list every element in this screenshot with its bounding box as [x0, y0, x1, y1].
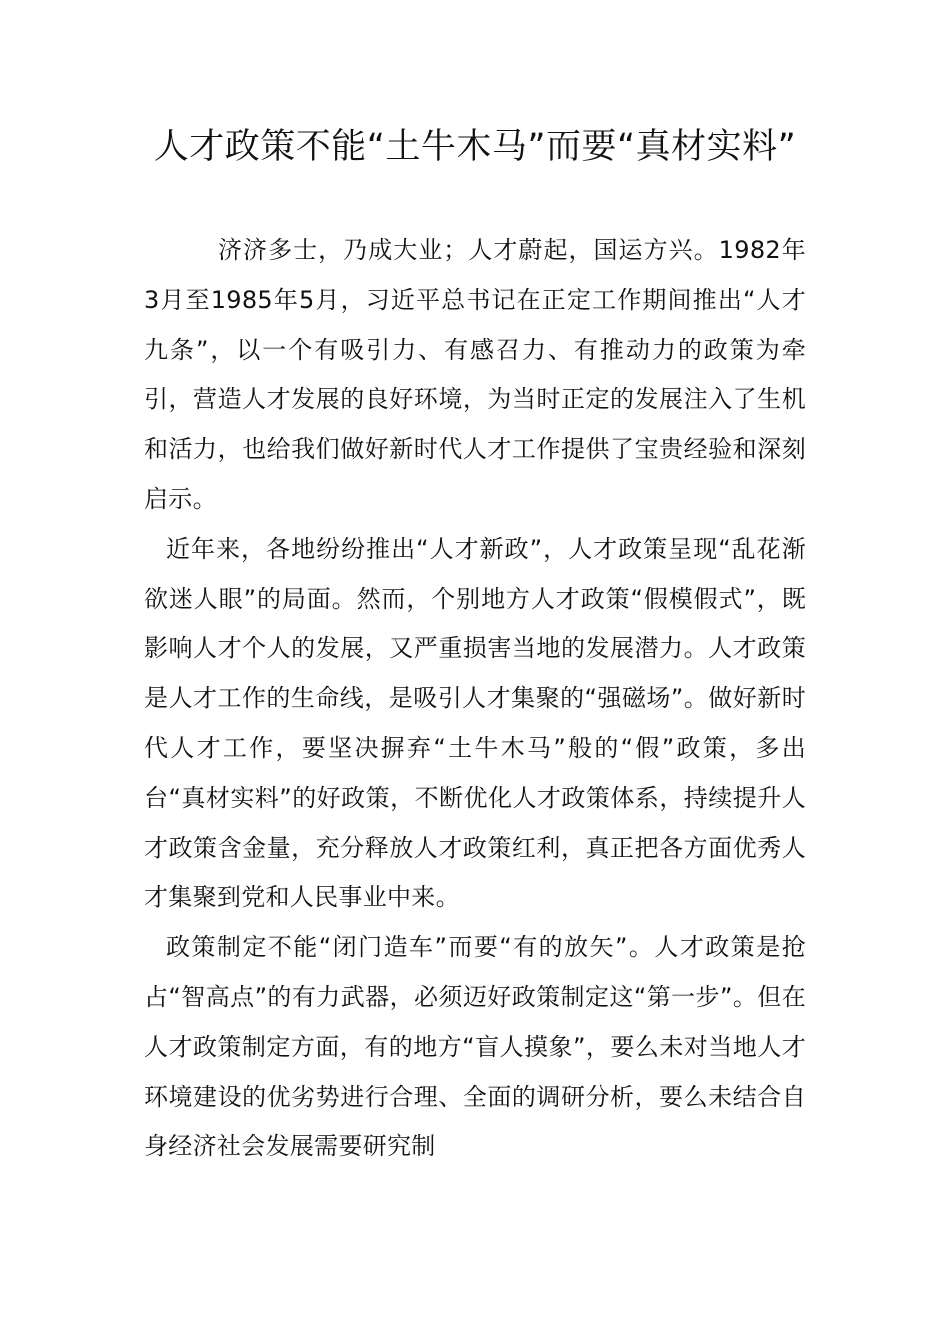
document-body [144, 226, 806, 1172]
paragraph-3: 政策制定不能“闭门造车”而要“有的放矢”。人才政策是抢占“智高点”的有力武器，必须迈好政策制定这“第一步”。但在人才政策制定方面，有的地方“盲人摸象”，要么未对当地人才环境建设的优劣势进行合理、全面的调研分析，要么未结合自身经济社会发展需要研究制 [144, 933, 806, 1161]
paragraph-2: 近年来，各地纷纷推出“人才新政”，人才政策呈现“乱花渐欲迷人眼”的局面。然而，个别地方人才政策“假模假式”，既影响人才个人的发展，又严重损害当地的发展潜力。人才政策是人才工作的生命线，是吸引人才集聚的“强磁场”。做好新时代人才工作，要坚决摒弃“土牛木马”般的“假”政策，多出台“真材实料”的好政策，不断优化人才政策体系，持续提升人才政策含金量，充分释放人才政策红利，真正把各方面优秀人才集聚到党和人民事业中来。 [144, 534, 806, 912]
document-title: 人才政策不能“土牛木马”而要“真材实料” [153, 127, 797, 167]
paragraph-1: 济济多士，乃成大业；人才蔚起，国运方兴。1982年3月至1985年5月，习近平总书记在正定工作期间推出“人才九条”，以一个有吸引力、有感召力、有推动力的政策为牵引，营造人才发展的良好环境，为当时正定的发展注入了生机和活力，也给我们做好新时代人才工作提供了宝贵经验和深刻启示。 [144, 236, 806, 513]
